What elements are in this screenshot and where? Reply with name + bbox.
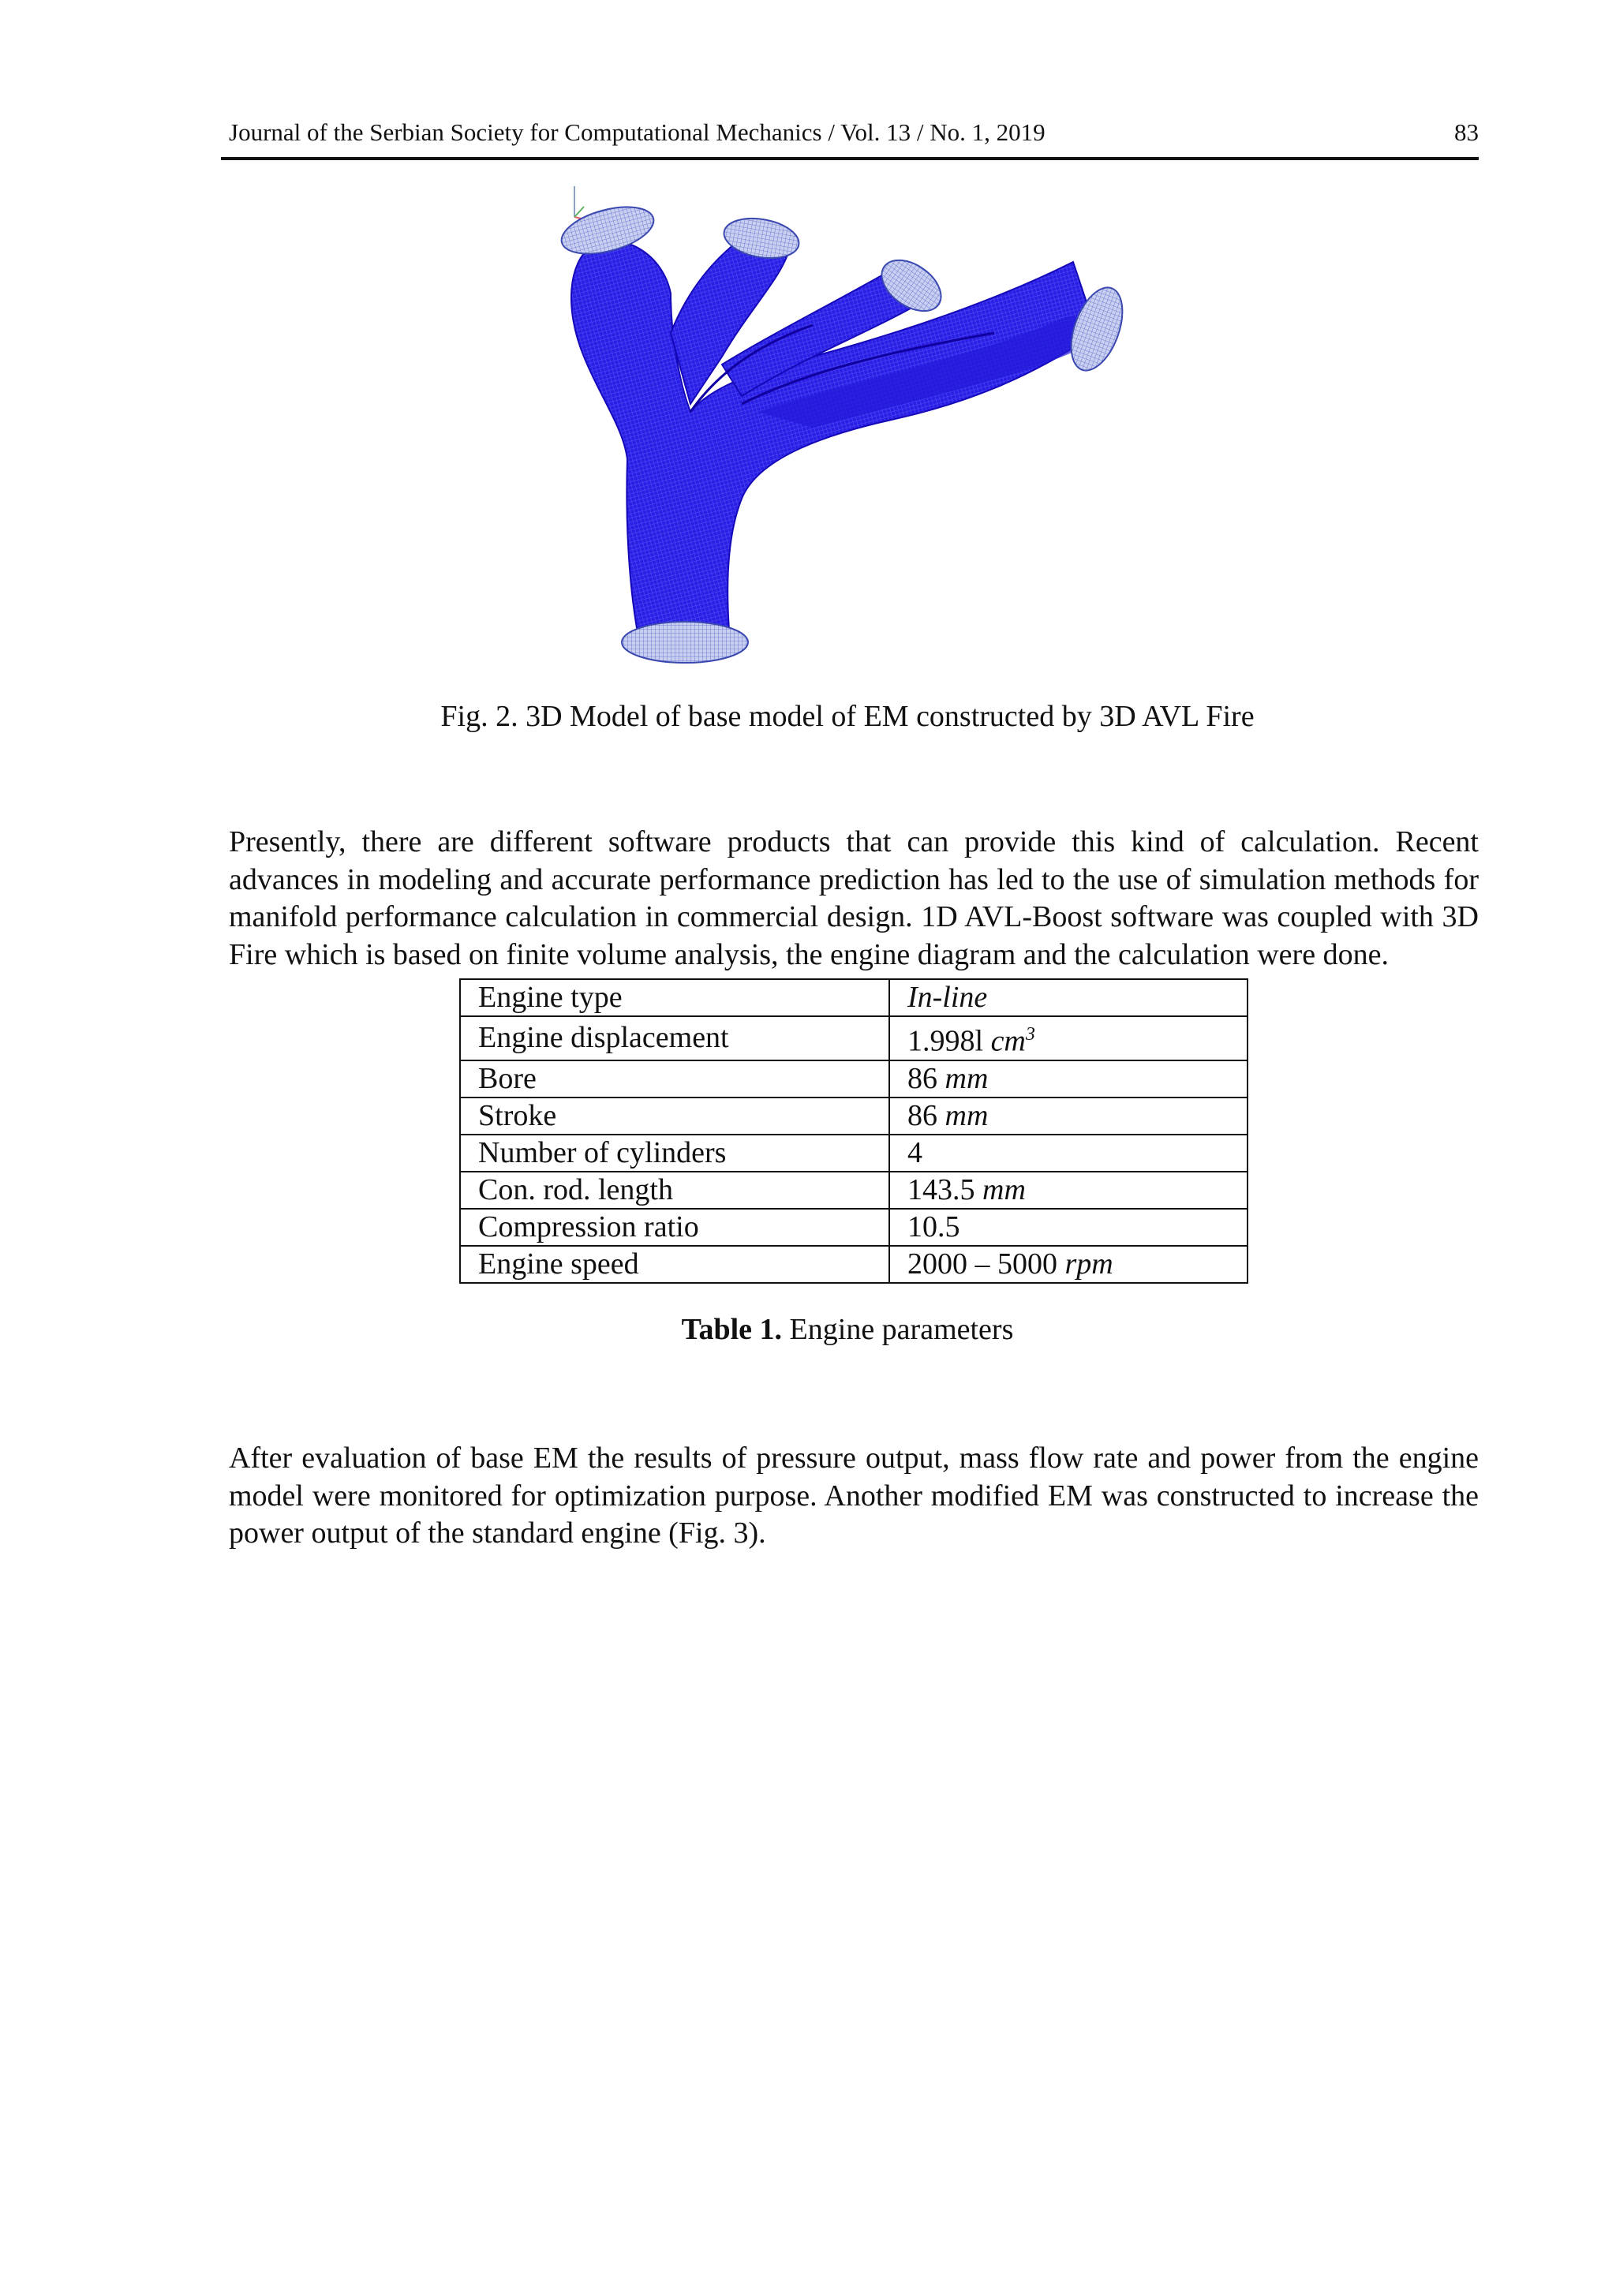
parameter-value-cell [889,979,1248,1016]
parameter-name-cell: Engine type [460,979,889,1016]
parameter-value: 86 [907,1061,945,1095]
table-row [460,979,1248,1016]
table-row [460,1098,1248,1135]
figure-caption: Fig. 2. 3D Model of base model of EM constructed by 3D AVL Fire [440,700,1255,733]
table-row [460,1135,1248,1172]
figure-3d-mesh-model [552,175,1176,680]
parameter-unit: cm [990,1024,1026,1058]
manifold-body [571,230,1097,641]
engine-parameters-table [459,978,1248,1284]
parameter-value: 1.998l [907,1024,991,1058]
parameter-value-cell [889,1246,1248,1283]
parameter-unit: mm [982,1172,1026,1206]
table-caption [0,1312,1616,1347]
table-row [460,1209,1248,1246]
parameter-unit-exponent: 3 [1025,1024,1035,1045]
parameter-name-cell: Engine speed [460,1246,889,1283]
parameter-unit: mm [945,1061,989,1095]
parameter-name-cell: Con. rod. length [460,1172,889,1209]
parameter-value: 10.5 [907,1210,960,1243]
parameter-unit: mm [945,1098,989,1132]
table-caption-text: Engine parameters [782,1313,1014,1346]
outlet-flange [622,622,748,663]
table-row [460,1246,1248,1283]
table-row [460,1016,1248,1060]
parameter-name-cell: Compression ratio [460,1209,889,1246]
parameter-value-cell [889,1209,1248,1246]
parameter-value: 86 [907,1098,945,1132]
running-header: Journal of the Serbian Society for Computational Mechanics / Vol. 13 / No. 1, 2019 [229,118,1046,146]
parameter-name-cell: Engine displacement [460,1016,889,1060]
body-paragraph-2: After evaluation of base EM the results of pressure output, mass flow rate and power from the engine model were monitored for optimization purpose. Another modified EM was constructed to increase the power output of the standard engine (Fig. 3). [229,1442,1479,1550]
body-paragraph-1: Presently, there are different software products that can provide this kind of calculation. Recent advances in modeling and accurate performance prediction has led to the use of simulation methods for manifold performance calculation in commercial design. 1D AVL-Boost software was coupled with 3D Fire which is based on finite volume analysis, the engine diagram and the calculation were done. [229,825,1479,971]
parameter-value-cell [889,1172,1248,1209]
parameter-name-cell: Stroke [460,1098,889,1135]
table-caption-label: Table 1. [681,1313,783,1346]
table-row [460,1060,1248,1098]
parameter-value: 4 [907,1135,922,1169]
parameter-value: 143.5 [907,1172,982,1206]
parameter-value: In-line [907,981,988,1014]
table-row [460,1172,1248,1209]
parameter-value-cell [889,1098,1248,1135]
parameter-unit: rpm [1064,1247,1113,1281]
header-divider [221,157,1479,160]
parameter-name-cell: Bore [460,1060,889,1098]
parameter-value: 2000 – 5000 [907,1247,1065,1281]
parameter-value-cell [889,1135,1248,1172]
parameter-value-cell [889,1060,1248,1098]
page-number: 83 [1454,118,1479,146]
parameter-value-cell [889,1016,1248,1060]
parameter-name-cell: Number of cylinders [460,1135,889,1172]
